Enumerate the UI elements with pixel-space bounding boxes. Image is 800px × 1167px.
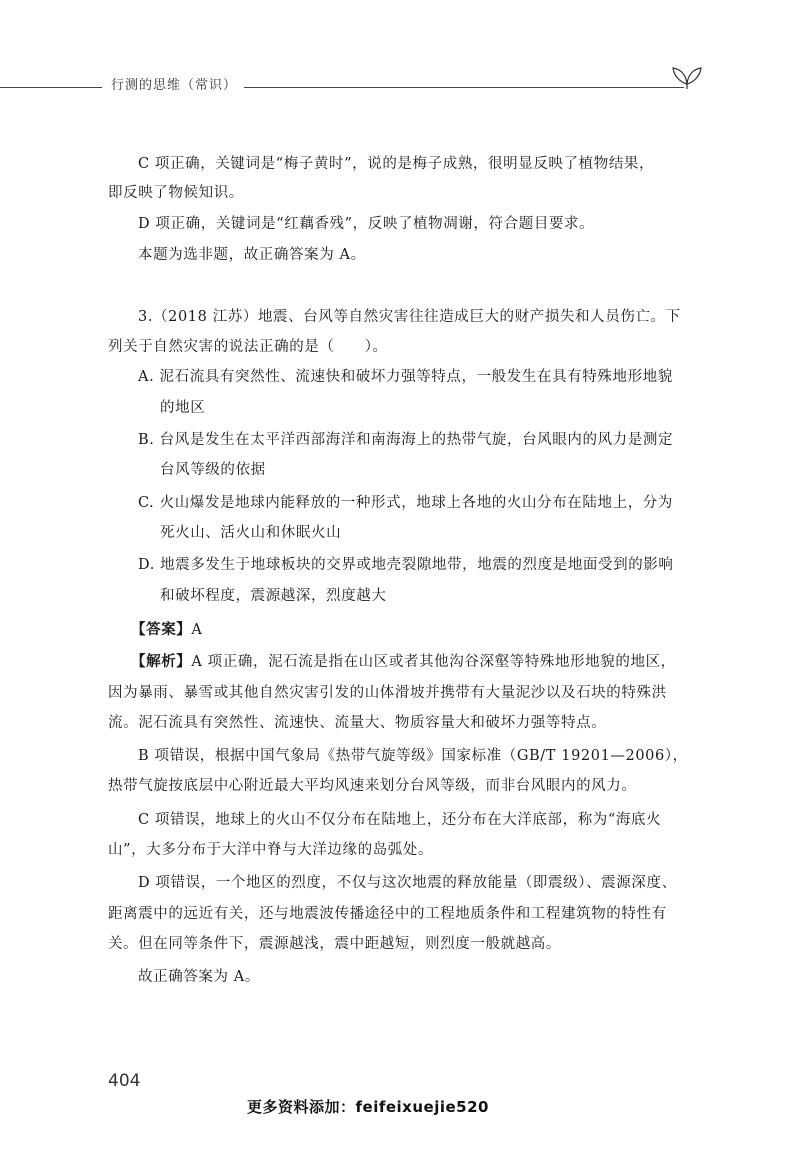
header-rule-right xyxy=(244,87,684,88)
analysis-a-text: A 项正确，泥石流是指在山区或者其他沟谷深壑等特殊地形地貌的地区， xyxy=(191,654,676,670)
analysis-c-line-2: 山”，大多分布于大洋中脊与大洋边缘的岛弧处。 xyxy=(108,842,434,858)
analysis-d-line-3: 关。但在同等条件下，震源越浅，震中距越短，则烈度一般就越高。 xyxy=(108,936,561,952)
answer-line xyxy=(131,620,202,640)
option-a-line-2: 的地区 xyxy=(160,400,206,416)
answer-value: A xyxy=(191,622,203,638)
paragraph-c-correct-cont: 即反映了物候知识。 xyxy=(108,185,244,201)
analysis-a-line-1 xyxy=(131,652,676,672)
paragraph-answer-summary: 本题为选非题，故正确答案为 A。 xyxy=(138,247,366,263)
answer-label: 【答案】 xyxy=(131,621,192,638)
paragraph-c-correct: C 项正确，关键词是“梅子黄时”，说的是梅子成熟，很明显反映了植物结果， xyxy=(138,156,655,172)
question-stem-line-2: 列关于自然灾害的说法正确的是（ ）。 xyxy=(108,339,388,355)
analysis-d-line-2: 距离震中的远近有关，还与地震波传播途径中的工程地质条件和工程建筑物的特性有 xyxy=(108,906,667,922)
option-d-line-1: D. 地震多发生于地球板块的交界或地壳裂隙地带，地震的烈度是地面受到的影响 xyxy=(138,557,674,573)
analysis-a-line-2: 因为暴雨、暴雪或其他自然灾害引发的山体滑坡并携带有大量泥沙以及石块的特殊洪 xyxy=(108,685,667,701)
page-number: 404 xyxy=(108,1071,141,1091)
option-a-line-1: A. 泥石流具有突然性、流速快和破坏力强等特点，一般发生在具有特殊地形地貌 xyxy=(138,369,673,385)
analysis-b-line-1: B 项错误，根据中国气象局《热带气旋等级》国家标准（GB/T 19201—2006）， xyxy=(138,748,688,764)
option-c-line-2: 死火山、活火山和休眠火山 xyxy=(160,525,342,541)
analysis-a-line-3: 流。泥石流具有突然性、流速快、流量大、物质容量大和破坏力强等特点。 xyxy=(108,715,607,731)
option-c-line-1: C. 火山爆发是地球内能释放的一种形式，地球上各地的火山分布在陆地上，分为 xyxy=(138,495,673,511)
paragraph-d-correct: D 项正确，关键词是“红藕香残”，反映了植物凋谢，符合题目要求。 xyxy=(138,216,595,232)
running-header-title: 行测的思维（常识） xyxy=(111,78,238,93)
leaf-logo-icon xyxy=(670,64,704,90)
analysis-label: 【解析】 xyxy=(131,653,192,670)
analysis-b-line-2: 热带气旋按底层中心附近最大平均风速来划分台风等级，而非台风眼内的风力。 xyxy=(108,778,637,794)
analysis-d-line-1: D 项错误，一个地区的烈度，不仅与这次地震的释放能量（即震级）、震源深度、 xyxy=(138,875,677,891)
header-rule-left xyxy=(0,87,102,88)
option-b-line-2: 台风等级的依据 xyxy=(160,462,266,478)
option-b-line-1: B. 台风是发生在太平洋西部海洋和南海海上的热带气旋，台风眼内的风力是测定 xyxy=(138,432,674,448)
option-d-line-2: 和破坏程度，震源越深，烈度越大 xyxy=(160,588,387,604)
analysis-c-line-1: C 项错误，地球上的火山不仅分布在陆地上，还分布在大洋底部，称为“海底火 xyxy=(138,812,662,828)
footer-watermark: 更多资料添加：feifeixuejie520 xyxy=(247,1098,489,1116)
question-stem-line-1: 3.（2018 江苏）地震、台风等自然灾害往往造成巨大的财产损失和人员伤亡。下 xyxy=(138,309,681,325)
analysis-conclusion: 故正确答案为 A。 xyxy=(138,969,260,985)
